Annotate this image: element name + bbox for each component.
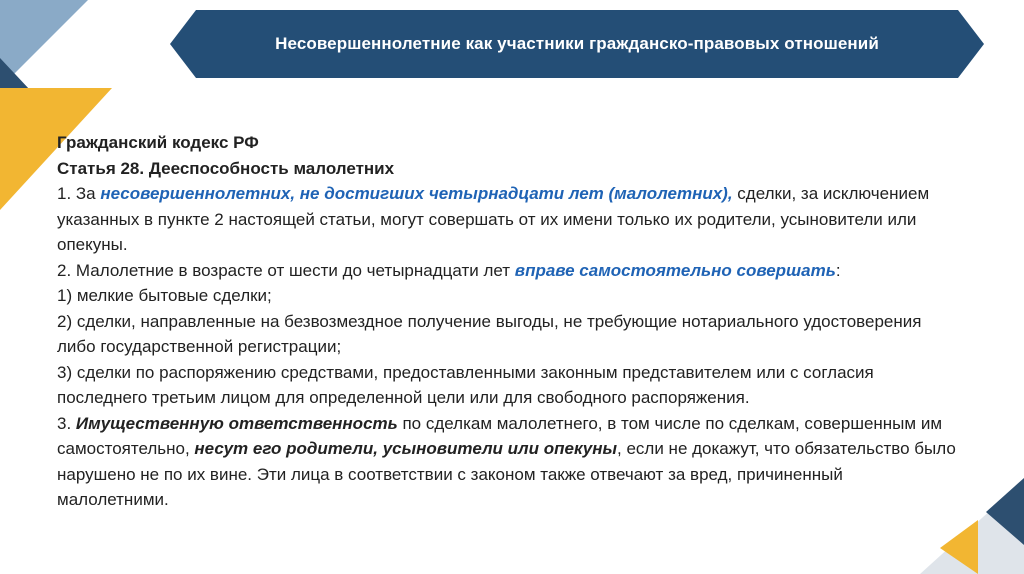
page-title: Несовершеннолетние как участники гражданско-правовых отношений: [275, 34, 879, 53]
paragraph-2-highlight: вправе самостоятельно совершать: [514, 260, 836, 280]
paragraph-2-suffix: :: [835, 260, 841, 280]
paragraph-1-prefix: 1. За: [57, 184, 101, 203]
paragraph-3-prefix: 3.: [57, 413, 76, 433]
paragraph-2: [57, 258, 957, 284]
article-content: [57, 130, 957, 513]
paragraph-1-suffix: сделки, за исключением указанных в пункте 2 настоящей статьи, могут совершать от их имени только их родители, усыновители или опекуны.: [57, 184, 930, 254]
paragraph-2-prefix: 2. Малолетние в возрасте от шести до четырнадцати лет: [57, 260, 515, 280]
paragraph-3: [57, 411, 957, 513]
article-title: Статья 28. Дееспособность малолетних: [57, 158, 395, 178]
paragraph-1: [57, 181, 957, 258]
paragraph-3-suffix: , если не докажут, что обязательство было нарушено не по их вине. Эти лица в соответствии с законом также отвечают за вред, причиненный малолетними.: [57, 439, 956, 509]
code-title: Гражданский кодекс РФ: [57, 133, 259, 152]
paragraph-1-highlight: несовершеннолетних, не достигших четырнадцати лет (малолетних),: [100, 184, 733, 203]
paragraph-3-middle: по сделкам малолетнего, в том числе по сделкам, совершенным им самостоятельно,: [57, 413, 942, 458]
list-item-1: 1) мелкие бытовые сделки;: [57, 286, 272, 305]
list-item-2: 2) сделки, направленные на безвозмездное получение выгоды, не требующие нотариального удостоверения либо государственной регистрации;: [57, 311, 922, 356]
paragraph-3-emphasis-1: Имущественную ответственность: [75, 413, 398, 433]
list-item-3: 3) сделки по распоряжению средствами, предоставленными законным представителем или с согласия последнего третьим лицом для определенной цели или для свободного распоряжения.: [57, 362, 874, 407]
paragraph-3-emphasis-2: несут его родители, усыновители или опекуны: [194, 439, 618, 458]
